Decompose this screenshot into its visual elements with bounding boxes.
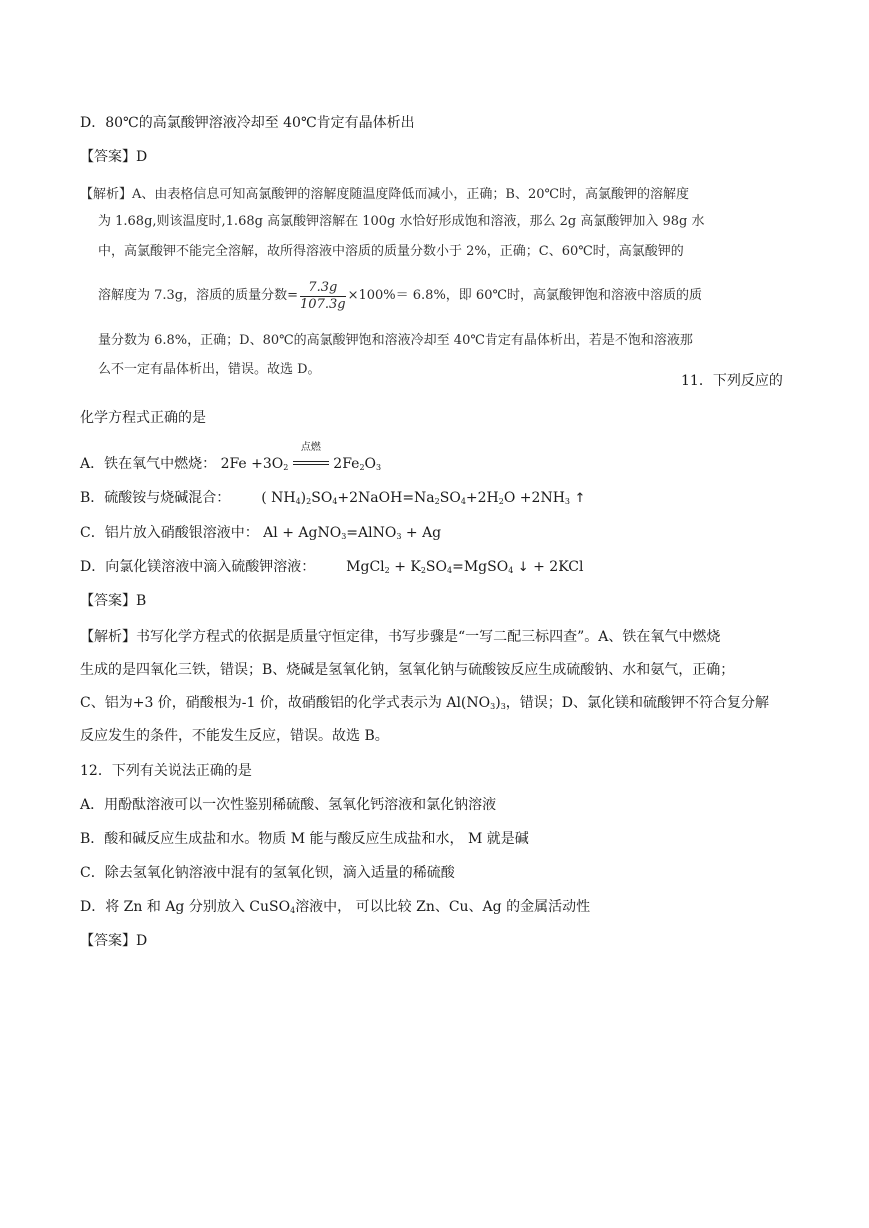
q11-option-a-rhs: 2Fe (333, 456, 360, 472)
q11-analysis-line1: 【解析】书写化学方程式的依据是质量守恒定律，书写步骤是“一写二配三标四查”。A、铁在氧气中燃烧 (80, 629, 721, 645)
q11-analysis-line4: 反应发生的条件，不能发生反应，错误。故选 B。 (80, 728, 389, 744)
q11-option-d-sub-4: 4 (508, 566, 514, 575)
q11-option-c-eq-2: =AlNO (346, 525, 397, 541)
q12-option-b: B．酸和碱反应生成盐和水。物质 M 能与酸反应生成盐和水， M 就是碱 (80, 831, 529, 847)
q10-analysis-line6: 么不一定有晶体析出，错误。故选 D。 (98, 362, 321, 377)
q11-option-b-sub-3: 4 (332, 497, 338, 506)
q11-option-c-prefix: C．铝片放入硝酸银溶液中： (80, 525, 259, 541)
q12-option-d (80, 898, 590, 916)
q11-analysis-line3 (80, 694, 769, 712)
q11-option-b-eq-4: +2NaOH=Na (337, 490, 435, 506)
q11-option-d (80, 558, 583, 577)
q11-option-b-prefix: B．硫酸铵与烧碱混合： (80, 490, 231, 506)
q11-analysis-line2: 生成的是四氧化三铁，错误；B、烧碱是氢氧化钠，氢氧化钠与硫酸铵反应生成硫酸钠、水和氨气，正确； (80, 662, 735, 678)
q11-option-b-eq-2: ) (300, 490, 307, 506)
q11-option-b-eq-6: +2H (465, 490, 499, 506)
q11-analysis-line3-c: ，错误；D、氯化镁和硫酸钾不符合复分解 (505, 695, 770, 711)
q11-option-c (80, 524, 441, 542)
q11-option-a-rhs-sub2: 3 (376, 463, 382, 472)
q11-option-b-eq-5: SO (439, 490, 461, 506)
reaction-condition-label: 点燃 (300, 442, 321, 453)
q11-option-a (80, 442, 382, 473)
q10-analysis-line4-text-a: 溶解度为 7.3g，溶质的质量分数= (98, 288, 299, 303)
q11-option-b-sub-2: 2 (306, 497, 312, 506)
q11-option-a-lhs-sub: 2 (283, 463, 289, 472)
mass-fraction (300, 280, 346, 313)
q10-analysis-line2: 为 1.68g,则该温度时,1.68g 高氯酸钾溶解在 100g 水恰好形成饱和溶液，那么 2g 高氯酸钾加入 98g 水 (98, 214, 705, 229)
q12-option-d-sub: 4 (290, 906, 296, 915)
q11-option-c-sub-2: 3 (396, 532, 402, 541)
q11-answer: 【答案】B (80, 593, 147, 609)
q11-option-d-sub-2: 2 (420, 566, 426, 575)
q11-stem-b: 化学方程式正确的是 (80, 410, 206, 426)
q11-option-b-sub-6: 2 (498, 497, 504, 506)
reaction-condition (293, 442, 329, 468)
q11-option-d-eq-1: MgCl (346, 559, 385, 575)
q11-option-b-eq-7: O +2NH (503, 490, 565, 506)
q11-analysis-line3-a: C、铝为+3 价，硝酸根为-1 价，故硝酸铝的化学式表示为 Al(NO (80, 695, 491, 711)
q11-option-b-sub-5: 4 (460, 497, 466, 506)
q11-option-d-eq-5: + 2KCl (533, 559, 584, 575)
q10-analysis-line4-text-b: ×100%＝ 6.8%，即 60℃时，高氯酸钾饱和溶液中溶质的质 (347, 288, 703, 303)
q12-answer: 【答案】D (80, 933, 148, 949)
q10-analysis-line3: 中，高氯酸钾不能完全溶解，故所得溶液中溶质的质量分数小于 2%，正确；C、60℃时，高氯酸钾的 (98, 244, 684, 259)
q10-answer: 【答案】D (80, 149, 148, 165)
q11-option-c-eq-3: + Ag (405, 525, 442, 541)
q11-option-d-eq-4: =MgSO (452, 559, 509, 575)
q10-analysis-line5: 量分数为 6.8%，正确；D、80℃的高氯酸钾饱和溶液冷却至 40℃肯定有晶体析出，若是不饱和溶液那 (98, 333, 693, 348)
q11-option-a-rhs-sub1: 2 (359, 463, 365, 472)
q11-option-c-eq-1: Al + AgNO (263, 525, 342, 541)
q11-analysis-line3-sub2: 3 (500, 702, 506, 711)
q11-analysis-line3-b: ) (495, 695, 501, 711)
q11-option-a-rhs-o: O (364, 456, 377, 472)
q12-option-c: C．除去氢氧化钠溶液中混有的氢氧化钡，滴入适量的稀硫酸 (80, 865, 455, 881)
q11-option-b-sub-4: 2 (434, 497, 440, 506)
q11-stem-a: 11．下列反应的 (681, 373, 783, 389)
q11-option-d-prefix: D．向氯化镁溶液中滴入硫酸钾溶液： (80, 559, 316, 575)
q11-option-d-eq-3: SO (425, 559, 447, 575)
q11-option-b-sub-7: 3 (564, 497, 570, 506)
q11-option-d-sub-1: 2 (384, 566, 390, 575)
precipitate-arrow-icon: ↓ (517, 560, 529, 575)
q11-analysis-line3-sub1: 3 (490, 702, 496, 711)
q11-option-c-sub-1: 3 (341, 532, 347, 541)
q12-option-d-a: D．将 Zn 和 Ag 分别放入 CuSO (80, 899, 291, 915)
mass-fraction-denominator: 107.3g (300, 296, 346, 312)
q12-option-d-b: 溶液中， 可以比较 Zn、Cu、Ag 的金属活动性 (295, 899, 591, 915)
q11-option-b (80, 489, 585, 508)
mass-fraction-numerator: 7.3g (300, 280, 346, 297)
q12-stem: 12．下列有关说法正确的是 (80, 763, 252, 779)
q12-option-a: A．用酚酞溶液可以一次性鉴别稀硫酸、氢氧化钙溶液和氯化钠溶液 (80, 797, 497, 813)
q11-option-a-lhs: 2Fe +3O (220, 456, 284, 472)
q11-option-b-eq-3: SO (311, 490, 333, 506)
q10-analysis-line1: 【解析】A、由表格信息可知高氯酸钾的溶解度随温度降低而减小，正确；B、20℃时，高氯酸钾的溶解度 (80, 187, 690, 202)
q11-option-b-sub-1: 4 (295, 497, 301, 506)
q11-option-a-prefix: A．铁在氧气中燃烧： (80, 456, 217, 472)
q11-option-d-eq-2: + K (394, 559, 421, 575)
q11-option-b-eq-1: ( NH (261, 490, 296, 506)
q10-analysis-line4 (98, 278, 702, 314)
q10-option-d: D．80℃的高氯酸钾溶液冷却至 40℃肯定有晶体析出 (80, 115, 415, 131)
q11-option-d-sub-3: 4 (447, 566, 453, 575)
gas-arrow-icon: ↑ (574, 491, 586, 506)
double-equal-sign (293, 461, 329, 465)
